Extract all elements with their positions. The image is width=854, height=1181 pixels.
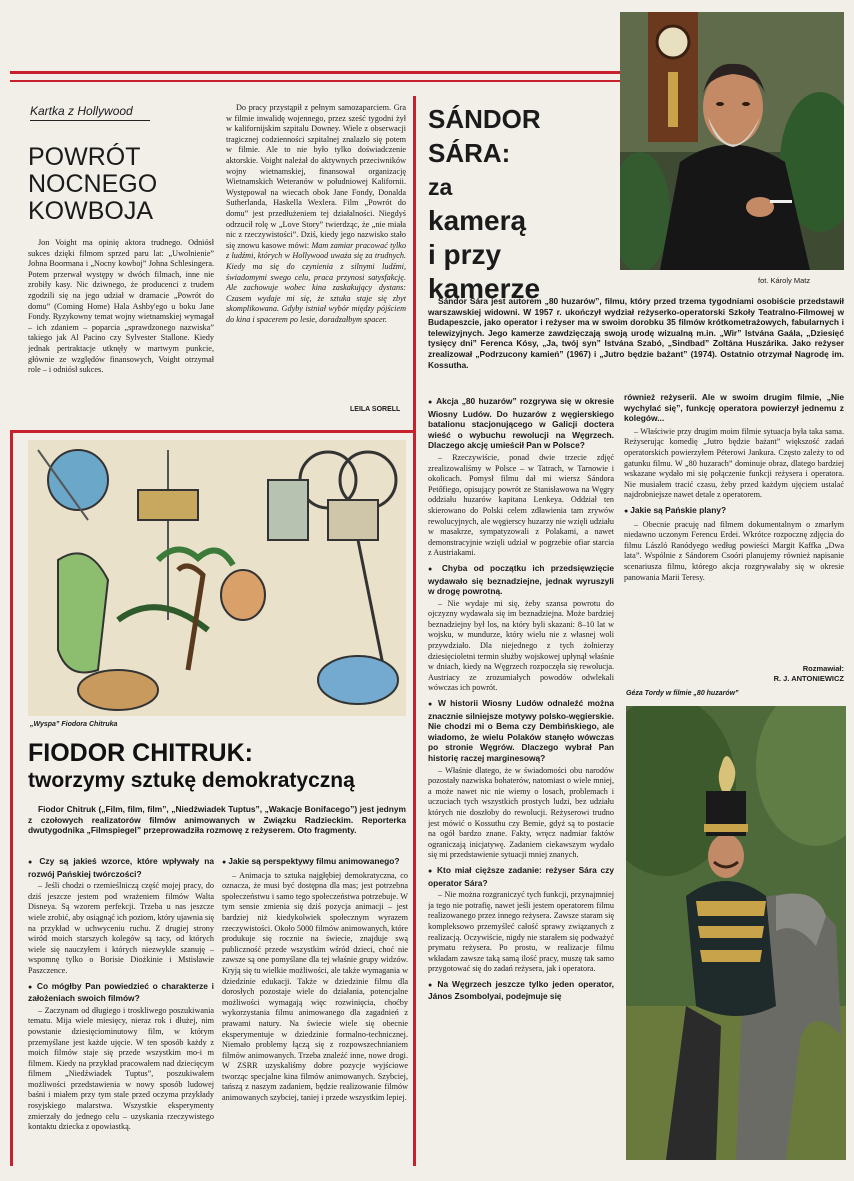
- interview-question: ● Czy są jakieś wzorce, które wpływały na rozwój Pańskiej twórczości?: [28, 856, 214, 879]
- lead-paragraph: Sándor Sára jest autorem „80 huzarów”, filmu, który przed trzema tygodniami osobiście przedstawił warszawskiej widowni. W 1957 r. ukończył wydział reżyserko-operatorski Szkoły Teatralno-Filmowej w Budapeszcie, jako operator i reżyser ma w swoim dorobku 35 filmów krótkometrażowych, fabularnych i telewizyjnych. Jego kamerze zawdzięczają swoją urodę wizualną m.in. „Wir” Istvána Gaála, „Dziesięć tysięcy dni” Ferenca Kósy, „Ja, twój syn” Istvána Szabó, „Sindbad” Zoltána Huszárika. Jako reżyser zrealizował „Podrzucony kamień” (1967) i „Jutro będzie bażant” (1974). Ostatnio otrzymał Nagrodę im. Kossutha.: [428, 296, 844, 370]
- sara-interview-column-2: [624, 392, 844, 662]
- title-line: SÁNDOR SÁRA:: [428, 104, 541, 168]
- cartoon-drawing: [28, 440, 406, 716]
- lead-paragraph: Fiodor Chitruk („Film, film, film”, „Niedźwiadek Tuptus”, „Wakacje Bonifacego”) jest jednym z czołowych realizatorów filmów animowanych w Związku Radzieckim. Reporterka dwutygodnika „Filmspiegel” przeprowadziła rozmowę z reżyserem. Oto fragmenty.: [28, 804, 406, 836]
- interview-question: ● Kto miał cięższe zadanie: reżyser Sára czy operator Sára?: [428, 865, 614, 888]
- hollywood-column-2: [226, 103, 406, 393]
- title-line: tworzymy sztukę demokratyczną: [28, 769, 355, 792]
- sara-lead: [428, 296, 844, 388]
- title-line: za: [428, 174, 453, 200]
- title-line: i przy: [428, 239, 502, 270]
- title-line: NOCNEGO: [28, 170, 158, 198]
- interview-answer: – Właśnie dlatego, że w świadomości obu narodów pozostały nazwiska bohaterów, natomiast o wiele mniej, a może nawet nic nie wiemy o losach, problemach i uczuciach tych wszystkich prostych ludzi, bez udziału których nie doszłoby do rewolucji. Reżyserowi trudno jest mówić o Kossuthu czy Bemie, gdyż są to postacie na ogół bardzo znane. Fakty, wręcz nadmiar faktów ograniczają inicjatywę. Zadaniem ciekawszym wydało się mi przedstawienie sytuacji mniej znanych.: [428, 765, 614, 860]
- interviewer-credit: [700, 664, 844, 684]
- interview-answer: – Zaczynam od długiego i troskliwego poszukiwania tematu. Mija wiele miesięcy, nieraz rok i dłużej, nim powstanie dziesięciominutowy film, w którym przemyślane jest każde ujęcie. W ten sposób każdy z moich filmów staje się przede wszystkim mo-i m filmem. Kiedy na przykład pracowałem nad dziecięcym filmem „Niedźwiadek Tuptus”, poszukiwałem możliwości przedstawienia w nowy sposób ludowej baśni i miałem przy tym stale przed oczyma przykłady rosyjskiego malarstwa. Wszystkie eksperymenty zmierzały do jednego celu – uzyskania rzeczywistego kontaktu dziecka z opowiastką.: [28, 1005, 214, 1132]
- photo-caption: Géza Tordy w filmie „80 huzarów”: [626, 690, 739, 697]
- portrait-illustration: [620, 12, 844, 270]
- interview-answer: – Rzeczywiście, ponad dwie trzecie zdjęć zrealizowaliśmy w Polsce – w Tatrach, w Tarnowie i okolicach. Pomysł filmu dał mi wiersz Sándora Petőfiego, opisujący powrót ze Stanisławowa na Węgry oddziału huzarów kapitana Lenkeya. Oddział ten skierowano do Polski celem zdławienia tam zrywów rewolucyjnych, ale węgierscy huzarzy nie wzięli udziału w masakrze, sympatyzowali z Polakami, a nawet demonstracyjnie wzięli udział w pogrzebie ofiar starcia z Austriakami.: [428, 452, 614, 558]
- left-red-rule: [10, 430, 13, 1166]
- title-line: kamerze: [428, 273, 541, 304]
- interview-answer: – Nie wydaje mi się, żeby szansa powrotu do ojczyzny wydawała się im beznadziejna. Może bardziej beznadziejny był los, na który byli skazani: 8–10 lat w wojsku, w mundurze, który wielu nie z własnej woli przywdziało. Dla niejednego z tych żołnierzy dziesięcioletni termin służby wojskowej upłynął właśnie w dniach, kiedy na Węgrzech rozpoczęła się rewolucja. Austriacy ze zrozumiałych powodów odwlekali wówczas ich powrót.: [428, 598, 614, 693]
- quote-italic: Mam zamiar pracować tylko z ludźmi, których w Hollywood uważa się za trudnych. Kiedy ma się do czynienia z silnymi ludźmi, świadomymi swego celu, praca przynosi satysfakcję. Ale zachowuje wobec kina zaskakujący dystans: Czasem wydaje mi się, że sztuka staje się zbyt skomplikowana. Gdyby istniał wybór między pójściem do kina i spacerem po lesie, doradzałbym spacer.: [226, 240, 406, 324]
- interview-question: ● Chyba od początku ich przedsięwzięcie wydawało się beznadziejne, jednak wyruszyli w drogę powrotną.: [428, 563, 614, 597]
- title-line: KOWBOJA: [28, 197, 154, 225]
- paragraph: Do pracy przystąpił z pełnym samozaparciem. Gra w filmie inwalidę wojennego, przez sześć tygodni żył w kalifornijskim szpitalu Downey. Wiele z obserwacji tragicznej codzienności szpitalnej znalazło się potem w filmie. Ale to nie było tylko doświadczenie aktorskie. Voight należał do aktywnych przeciwników wojny wietnamskiej, finansował organizację Wietnamskich Weteranów w południowej Kalifornii. Występował na wiecach obok Jane Fondy, Donalda Sutherlanda, Haskella Wexlera. Film „Powrót do domu” jest przedłużeniem tej działalności. Niegdyś odrzucił rolę w „Love Story” twierdząc, że „nie miała nic z rzeczywistości”. Dziś, kiedy jego nazwisko stało się znowu kasowe mówi:: [226, 103, 406, 250]
- hussar-photo: [626, 706, 846, 1160]
- wyspa-illustration: [28, 440, 406, 716]
- sara-portrait-photo: [620, 12, 844, 270]
- interview-answer: – Właściwie przy drugim moim filmie sytuacja była taka sama. Reżyserując komedię „Jutro będzie bażant” większość zadań operatorskich powierzyłem Péterowi Jankura. Często zależy to od gatunku filmu. W „80 huzarach” dominuje obraz, dlatego bardziej wskazane wydało mi się połączenie funkcji reżysera i operatora. Nie musiałem tracić czasu, żeby przed każdym ujęciem ustalać najdrobniejsze nawet detale z operatorem.: [624, 426, 844, 500]
- title-line: POWRÓT: [28, 143, 141, 171]
- section-kicker: Kartka z Hollywood: [30, 104, 150, 121]
- article-title: [28, 144, 218, 225]
- hussar-illustration: [626, 706, 846, 1160]
- interview-answer: – Jeśli chodzi o rzemieślniczą część mojej pracy, do dziś jeszcze jestem pod wrażeniem filmów Walta Disneya. Są wzorem perfekcji. Trzeba u nas jeszcze wiele zrobić, aby osiągnąć ich poziom, który ujawnia się na przykład w uchwyceniu ruchu. Z drugiej strony wiród moich starszych kolegów są tacy, od których wiele się nauczyłem i których niezwykle szanuję – wspomnę tylko o Borisie Diożkinie i Mstisławie Paszczence.: [28, 881, 214, 975]
- title-line: kamerą: [428, 205, 527, 236]
- chitruk-column-1: [28, 852, 214, 1160]
- title-line: FIODOR CHITRUK:: [28, 739, 253, 767]
- interview-question: ● Akcja „80 huzarów” rozgrywa się w okresie Wiosny Ludów. Do huzarów z węgierskiego batalionu stacjonującego w Galicji doctera wieść o wybuchu rewolucji na Węgrzech. Dlaczego akcję umieścił Pan w Polsce?: [428, 396, 614, 451]
- photo-credit: fot. Károly Matz: [758, 276, 811, 285]
- interview-question: ● Na Węgrzech jeszcze tylko jeden operator, János Zsombolyai, podejmuje się: [428, 979, 614, 1002]
- sara-interview-column-1: [428, 392, 614, 1157]
- hollywood-column-1: [28, 238, 214, 408]
- chitruk-title: [28, 738, 408, 794]
- illustration-caption: „Wyspa” Fiodora Chitruka: [30, 721, 118, 728]
- interviewer-label: Rozmawiał:: [802, 664, 844, 673]
- interview-answer: – Obecnie pracuję nad filmem dokumentalnym o zmarłym niedawno uczonym Ferencu Erdei. Wkrótce rozpocznę zdjęcia do filmu László Ranódyego według powieści Margit Kaffka „Dwa lata”. Wspólnie z Sándorem Csoóri planujemy również napisanie scenariusza filmu, którego akcja rozgrywałaby się w okresie panowania Marii Teresy.: [624, 519, 844, 582]
- chitruk-column-2: [222, 852, 408, 1160]
- author-byline: LEILA SORELL: [350, 406, 401, 413]
- interview-answer: – Nie można rozgraniczyć tych funkcji, przynajmniej ja tego nie potrafię, nawet jeśli jestem operatorem filmu realizowanego przez innego reżysera. Zawsze staram się kompleksowo przemyśleć całość sprawy związanych z realizacją. Oczywiście, nigdy nie starałem się podważyć prymatu reżysera. Po prostu, w realizacje filmu wkładam zawsze taką samą ilość pracy, muszę tak samo przygotować się do zadań reżysera, jak i operatora.: [428, 890, 614, 974]
- interview-answer: – Animacja to sztuka najgłębiej demokratyczna, co oznacza, że musi być dostępna dla mas; jest potrzebna społeczeństwu i samo tego społeczeństwa potrzebuje. W tym sensie zmienia się dziś pozycja animacji – jest bardziej niż kiedykolwiek społecznym wyrazem rzeczywistości. Około 5000 filmów animowanych, które produkuje się rocznie na świecie, znajduje swą publiczność przede wszystkim wśród dzieci, choć nie zawsze są one pomyślane dla tej właśnie grupy widzów. Kryją się tu wielkie możliwości, ale także wymagania w dziedzinie edukacji. Także w dziedzinie filmu dla dorosłych pozostaje wiele do działania, potencjalne możliwości wymagają więc rozwinięcia, choćby wykorzystania filmu animowanego dla zagadnień z prawami natury. Na świecie wiele się obecnie eksperymentuje w dziedzinie formalno-technicznej. Niemało problemy łączą się z rozpowszechnianiem filmów animowanych. Trzeba znaleźć inne, nowe drogi. W ZSRR uzyskaliśmy dobre pozycje wyjściowe tworząc specjalne kina filmów animowanych. Szybciej, tańszą z naszym zadaniem, będzie realizowanie filmów animowanych szybciej, taniej i przede wszystkim lepiej.: [222, 870, 408, 1103]
- chitruk-lead: [28, 804, 406, 850]
- interview-question: ● W historii Wiosny Ludów odnaleźć można znacznie silniejsze motywy polsko-węgierskie. Nie chodzi mi o Bema czy Dembińskiego, ale wiadomo, że wielu Polaków stanęło wówczas po stronie Węgrów. Dlaczego wybrał Pan historię raczej marginesową?: [428, 698, 614, 764]
- vertical-red-rule: [413, 96, 416, 1166]
- interview-question: ● Jakie są Pańskie plany?: [624, 505, 844, 518]
- sara-title: [428, 102, 618, 306]
- interviewer-name: R. J. ANTONIEWICZ: [773, 674, 844, 683]
- interview-question: również reżyserii. Ale w swoim drugim filmie, „Nie wychylać się”, funkcję operatora powierzył jednemu z kolegów...: [624, 392, 844, 424]
- interview-question: ● Jakie są perspektywy filmu animowanego?: [222, 856, 408, 869]
- paragraph: Jon Voight ma opinię aktora trudnego. Odniósł sukces dzięki filmom sprzed paru lat: „Uwolnienie” Johna Boormana i „Nocny kowboj” Johna Schlesingera. Potem przerwał występy w dwóch filmach, inne nie zrobiły kasy. Nic dziwnego, że producenci z trudem zgodzili się na jego udział w dramacie „Powrót do domu” (Coming Home) Hala Ashby'ego u boku Jane Fondy. Ryzykowny temat wojny wietnamskiej wymagał – ich zdaniem – poparcia „sprawdzonego nazwiska” takiego jak Al Pacino czy Sylvester Stallone. Kiedy jednak pertraktacje utknęły w martwym punkcie, głównie ze względów finansowych, Voight otrzymał role – i odniósł sukces.: [28, 238, 214, 375]
- interview-question: ● Co mógłby Pan powiedzieć o charakterze i założeniach swoich filmów?: [28, 981, 214, 1004]
- section-red-rule: [10, 430, 416, 433]
